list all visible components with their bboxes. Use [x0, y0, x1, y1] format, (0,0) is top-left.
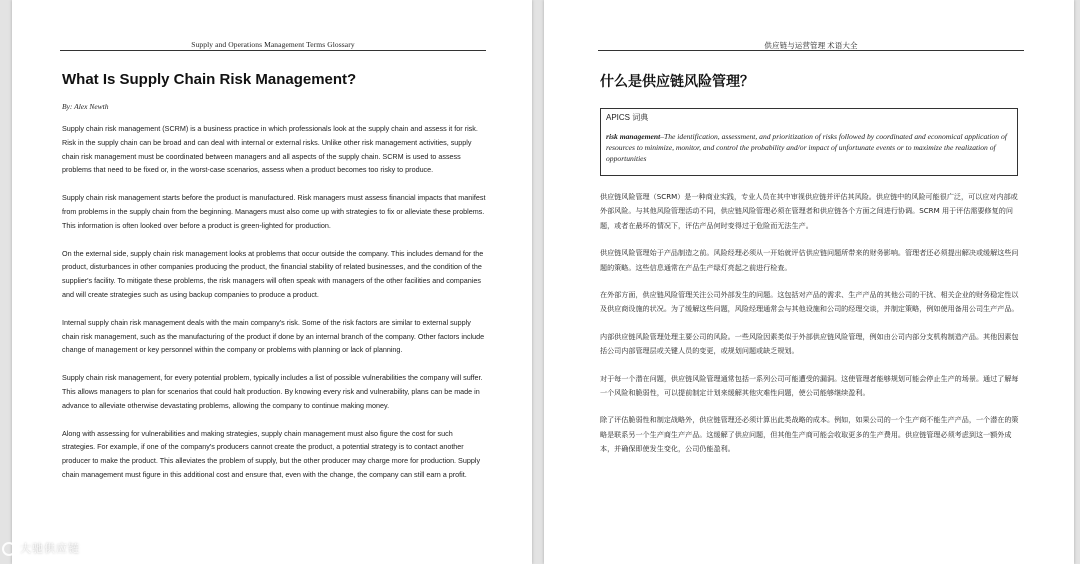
- glossary-label: APICS 词典: [606, 113, 649, 122]
- header-rule: [60, 50, 486, 51]
- glossary-term: risk management: [606, 132, 661, 141]
- glossary-definition-text: –The identification, assessment, and prioritization of risks followed by coordinated and economical application of resources to minimize, monitor, and control the probability and/or impact of unfortunate events or to maximize the realization of opportunities: [606, 132, 1007, 163]
- running-header: 供应链与运营管理 术语大全: [764, 41, 858, 50]
- paragraph: Supply chain risk management (SCRM) is a business practice in which professionals look at the supply chain and assess it for risk. Risk in the supply chain can be broad and can deal with internal or external risks. Unlike other risk management activities, supply chain risk management must be coordinated between managers and all aspects of the supply chain. SCRM is used to assess problems that need to be fixed or, in the worst-case scenarios, assess when a product becomes too risky to produce.: [62, 124, 478, 175]
- watermark-text: 大驰供应链: [20, 542, 80, 555]
- watermark: [2, 540, 80, 556]
- paragraph: On the external side, supply chain risk management looks at problems that occur outside the company. This includes demand for the product, disturbances in other companies producing the product, the financial stability of related businesses, and the condition of the supplier's facility. To mitigate these problems, the risk managers will often speak with managers of the other facilities and companies and will create strategies such as using backup companies to produce a product.: [62, 248, 484, 299]
- author-byline: By: Alex Newth: [62, 102, 109, 111]
- running-header: Supply and Operations Management Terms Glossary: [191, 40, 355, 49]
- paragraph: Internal supply chain risk management deals with the main company's risk. Some of the risk factors are similar to external supply chain risk management, such as the manufacturing of the product if done by an internal branch of the company. Other factors include change of management or key personnel within the company or problems with planning or lack of planning.: [62, 317, 485, 355]
- paragraph: 除了评估脆弱性和制定战略外，供应链管理还必须计算出此类战略的成本。例如，如果公司的一个生产商不能生产产品，一个潜在的策略是联系另一个生产商生产产品。这缓解了供应问题，但其他生产商可能会收取更多的生产费用。供应链管理必须考虑到这一额外成本，并确保即使发生变化，公司仍能盈利。: [600, 415, 1019, 454]
- paragraph: Supply chain risk management starts before the product is manufactured. Risk managers must assess financial impacts that manifest from problems in the supply chain from the beginning. Managers must also come up with strategies to fix or alleviate these problems. This information is often looked over before a product is green-lighted for production.: [62, 193, 486, 230]
- watermark-logo-icon: [2, 542, 16, 556]
- page-title: 什么是供应链风险管理？: [600, 74, 754, 90]
- left-page-english: [12, 0, 532, 564]
- paragraph: 对于每一个潜在问题，供应链风险管理通常包括一系列公司可能遭受的漏洞。这使管理者能够规划可能会停止生产的场景。通过了解每一个风险和脆弱性，可以提前制定计划来缓解其他灾难性问题，使公司能够继续盈利。: [600, 373, 1019, 398]
- paragraph: 供应链风险管理（SCRM）是一种商业实践，专业人员在其中审视供应链并评估其风险。供应链中的风险可能很广泛，可以应对内部或外部风险。与其他风险管理活动不同，供应链风险管理必须在管理者和供应链各个方面之间进行协调。SCRM 用于评估需要修复的问题，或者在最坏的情况下，评估产品何时变得过于危险而无法生产。: [600, 192, 1018, 230]
- paragraph: 内部供应链风险管理处理主要公司的风险。一些风险因素类似于外部供应链风险管理，例如由公司内部分支机构制造产品。其他因素包括公司内部管理层或关键人员的变更，或规划问题或缺乏规划。: [600, 331, 1019, 356]
- paragraph: Along with assessing for vulnerabilities and making strategies, supply chain management must also figure the cost for such strategies. For example, if one of the company's producers cannot create the product, a potential strategy is to contact another producer to make the product. This alleviates the problem of supply, but the other producer may charge more for production. Supply chain management must figure in this additional cost and ensure that, even with the change, the company can still earn a profit.: [62, 428, 481, 479]
- right-page-chinese: [544, 0, 1074, 564]
- page-title: What Is Supply Chain Risk Management?: [62, 71, 357, 88]
- header-rule: [598, 50, 1024, 51]
- article-body: [600, 190, 1024, 470]
- paragraph: 供应链风险管理始于产品制造之前。风险经理必须从一开始就评估供应链问题所带来的财务影响。管理者还必须提出解决或缓解这些问题的策略。这些信息通常在产品生产绿灯亮起之前进行检查。: [600, 248, 1019, 272]
- article-body: [62, 122, 486, 496]
- paragraph: Supply chain risk management, for every potential problem, typically includes a list of possible vulnerabilities the company will suffer. This allows managers to plan for scenarios that could halt production. By knowing every risk and vulnerability, plans can be made in advance to alleviate otherwise devastating problems, allowing the company to continue making money.: [62, 373, 483, 410]
- paragraph: 在外部方面，供应链风险管理关注公司外部发生的问题。这包括对产品的需求、生产产品的其他公司的干扰、相关企业的财务稳定性以及供应商设施的状况。为了缓解这些问题，风险经理通常会与其他设施和公司的经理交谈，并制定策略，例如使用备用公司生产产品。: [600, 290, 1019, 314]
- glossary-definition-box: [600, 108, 1018, 176]
- glossary-definition: [606, 131, 1012, 164]
